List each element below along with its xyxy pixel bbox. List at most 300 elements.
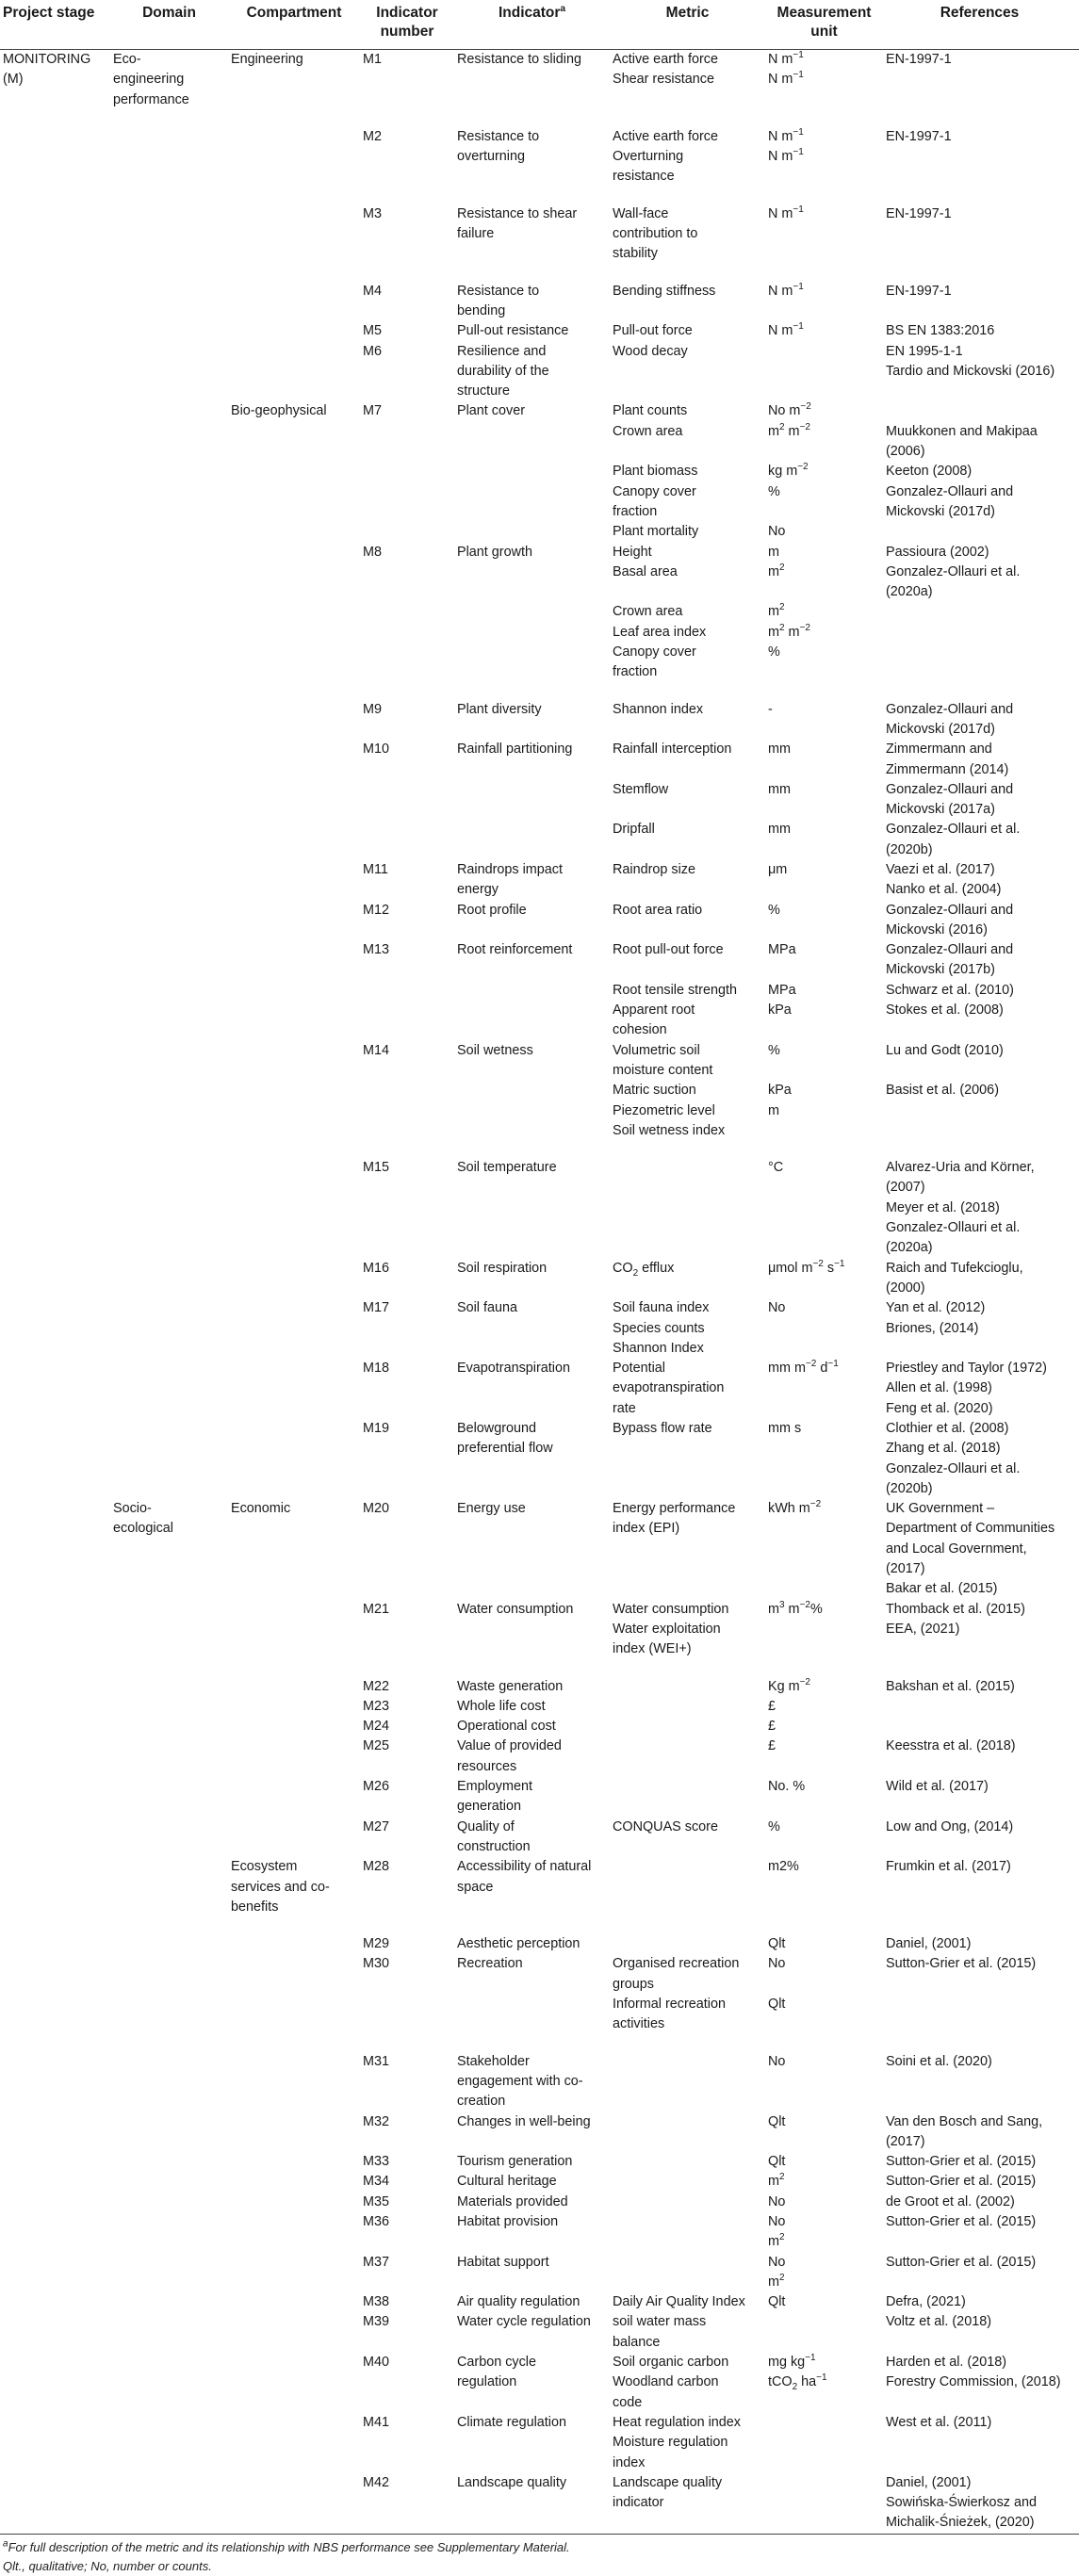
cell-line: Ecosystem	[231, 1859, 298, 1875]
cell-line: creation	[457, 2094, 506, 2110]
cell-indicator-number	[363, 2253, 457, 2293]
cell-line	[768, 1061, 880, 1081]
cell-metric	[613, 1934, 768, 1954]
cell-metric	[613, 2473, 768, 2534]
cell-domain	[113, 204, 231, 265]
cell-line: Allen et al. (1998)	[886, 1380, 992, 1396]
cell-measurement-unit	[768, 1158, 886, 1258]
cell-line: Thomback et al. (2015)	[886, 1601, 1025, 1617]
cell-line: %	[768, 902, 780, 918]
cell-line: Sutton-Grier et al. (2015)	[886, 2254, 1037, 2270]
cell-project-stage	[0, 2212, 113, 2253]
table-row	[0, 1777, 1079, 1818]
cell-indicator-number	[363, 1777, 457, 1818]
cell-line: soil water mass	[613, 2314, 707, 2330]
cell-indicator	[457, 2253, 613, 2293]
cell-project-stage	[0, 2172, 113, 2192]
cell-indicator	[457, 2193, 613, 2212]
cell-measurement-unit	[768, 1041, 886, 1141]
cell-line: Soil fauna index	[613, 1300, 710, 1316]
cell-domain	[113, 1259, 231, 1299]
table-row	[0, 282, 1079, 322]
cell-line	[768, 760, 880, 780]
cell-project-stage	[0, 2413, 113, 2473]
header-references: References	[940, 5, 1020, 21]
cell-line: Heat regulation index	[613, 2414, 742, 2430]
cell-line	[886, 522, 1073, 542]
cell-indicator-number	[363, 282, 457, 322]
cell-line: mm	[768, 781, 791, 797]
cell-references	[886, 2112, 1079, 2153]
cell-measurement-unit	[768, 2152, 886, 2172]
cell-domain	[113, 1857, 231, 1917]
cell-indicator	[457, 204, 613, 265]
cell-compartment	[231, 127, 363, 187]
cell-measurement-unit	[768, 342, 886, 402]
cell-line: $m^2$	[768, 562, 785, 579]
cell-measurement-unit	[768, 1600, 886, 1660]
cell-line: Vaezi et al. (2017)	[886, 861, 995, 877]
table-row	[0, 50, 1079, 110]
cell-line: EN-1997-1	[886, 205, 952, 221]
cell-line: resistance	[613, 169, 675, 185]
cell-metric	[613, 1359, 768, 1419]
cell-measurement-unit	[768, 1857, 886, 1917]
cell-domain	[113, 1419, 231, 1499]
cell-line: mm s	[768, 1421, 802, 1436]
table-row	[0, 1677, 1079, 1697]
cell-line: N $m^{-1}$	[768, 127, 804, 144]
table-row	[0, 1934, 1079, 1954]
cell-line: M9	[363, 701, 382, 717]
cell-compartment	[231, 1818, 363, 1858]
cell-line: Air quality regulation	[457, 2294, 580, 2310]
cell-domain	[113, 2292, 231, 2312]
cell-line: M16	[363, 1260, 389, 1276]
cell-measurement-unit	[768, 860, 886, 901]
cell-metric	[613, 1158, 768, 1258]
cell-measurement-unit	[768, 1777, 886, 1818]
cell-project-stage	[0, 1777, 113, 1818]
cell-references	[886, 50, 1079, 110]
cell-domain	[113, 2212, 231, 2253]
cell-metric	[613, 2292, 768, 2312]
cell-line: Bio-geophysical	[231, 403, 327, 419]
cell-references	[886, 2413, 1079, 2473]
cell-project-stage	[0, 2193, 113, 2212]
cell-metric	[613, 1818, 768, 1858]
cell-line: Organised recreation	[613, 1956, 740, 1972]
cell-domain	[113, 127, 231, 187]
cell-indicator-number	[363, 2312, 457, 2353]
cell-references	[886, 740, 1079, 860]
cell-references	[886, 940, 1079, 1040]
cell-line: Resilience and	[457, 343, 547, 359]
cell-metric	[613, 901, 768, 941]
cell-line: No	[768, 1300, 786, 1316]
cell-indicator	[457, 1041, 613, 1141]
cell-measurement-unit	[768, 1298, 886, 1359]
cell-project-stage	[0, 2473, 113, 2534]
cell-line: $m^3$ $m^{-2}\%$	[768, 1599, 823, 1617]
cell-project-stage	[0, 1736, 113, 1777]
cell-indicator-number	[363, 1697, 457, 1717]
cell-line: Piezometric level	[613, 1102, 715, 1118]
cell-metric	[613, 1259, 768, 1299]
row-spacer	[0, 187, 1079, 204]
table-row	[0, 1259, 1079, 1299]
cell-line: m2%	[768, 1859, 799, 1875]
cell-indicator	[457, 321, 613, 341]
cell-line: Daniel, (2001)	[886, 2474, 972, 2490]
cell-indicator	[457, 127, 613, 187]
cell-line: M36	[363, 2213, 389, 2229]
cell-project-stage	[0, 1818, 113, 1858]
cell-line: Sutton-Grier et al. (2015)	[886, 2174, 1037, 2190]
table-row	[0, 1954, 1079, 2034]
cell-measurement-unit	[768, 401, 886, 542]
cell-measurement-unit	[768, 1499, 886, 1599]
cell-references	[886, 1298, 1079, 1359]
cell-indicator-number	[363, 50, 457, 110]
cell-compartment	[231, 1158, 363, 1258]
cell-references	[886, 1954, 1079, 2034]
header-compartment: Compartment	[246, 5, 342, 21]
cell-line: (2000)	[886, 1280, 925, 1296]
footnote: $^a$For full description of the metric and its relationship with NBS performance see Supplementary Material.	[3, 2538, 570, 2554]
cell-line: overturning	[457, 149, 525, 165]
cell-references	[886, 1359, 1079, 1419]
table-row	[0, 2112, 1079, 2153]
table-row	[0, 1697, 1079, 1717]
cell-line: M7	[363, 403, 382, 419]
cell-line: Plant cover	[457, 403, 525, 419]
cell-references	[886, 2312, 1079, 2353]
cell-line: Crown area	[613, 604, 683, 620]
cell-line: °C	[768, 1160, 784, 1176]
cell-line	[613, 442, 762, 462]
cell-line: MPa	[768, 942, 796, 958]
cell-compartment	[231, 1298, 363, 1359]
cell-indicator-number	[363, 543, 457, 683]
cell-line: Defra, (2021)	[886, 2294, 966, 2310]
cell-domain	[113, 1600, 231, 1660]
cell-domain	[113, 2172, 231, 2192]
cell-line: Root pull-out force	[613, 942, 724, 958]
cell-line: failure	[457, 226, 495, 242]
cell-line: Stokes et al. (2008)	[886, 1003, 1004, 1019]
cell-line: Mickovski (2017d)	[886, 503, 995, 519]
cell-line: code	[613, 2394, 643, 2410]
cell-line: Basal area	[613, 563, 678, 579]
cell-line: mm	[768, 742, 791, 758]
row-spacer	[0, 1917, 1079, 1934]
cell-metric	[613, 940, 768, 1040]
cell-line: M27	[363, 1818, 389, 1834]
cell-project-stage	[0, 2253, 113, 2293]
cell-measurement-unit	[768, 2413, 886, 2473]
cell-line: M25	[363, 1738, 389, 1754]
cell-metric	[613, 1736, 768, 1777]
cell-line: No	[768, 2254, 786, 2270]
cell-line: Clothier et al. (2008)	[886, 1421, 1009, 1436]
cell-line: Gonzalez-Ollauri and	[886, 781, 1014, 797]
cell-indicator-number	[363, 321, 457, 341]
cell-domain	[113, 1298, 231, 1359]
cell-domain	[113, 2193, 231, 2212]
cell-line: de Groot et al. (2002)	[886, 2193, 1015, 2209]
cell-line: M41	[363, 2414, 389, 2430]
cell-line: Low and Ong, (2014)	[886, 1818, 1014, 1834]
cell-compartment	[231, 1717, 363, 1736]
cell-line: Harden et al. (2018)	[886, 2355, 1006, 2371]
cell-line: Crown area	[613, 423, 683, 439]
cell-metric	[613, 2152, 768, 2172]
cell-indicator-number	[363, 1600, 457, 1660]
cell-compartment	[231, 1857, 363, 1917]
cell-line: cohesion	[613, 1022, 667, 1038]
table-row	[0, 1600, 1079, 1660]
cell-metric	[613, 282, 768, 322]
cell-line: Resistance to sliding	[457, 52, 581, 67]
cell-line: M17	[363, 1300, 389, 1316]
cell-line: (2020a)	[886, 584, 933, 600]
cell-measurement-unit	[768, 1697, 886, 1717]
cell-line: Lu and Godt (2010)	[886, 1042, 1004, 1058]
cell-domain	[113, 2312, 231, 2353]
cell-indicator-number	[363, 1736, 457, 1777]
cell-indicator-number	[363, 1818, 457, 1858]
cell-compartment	[231, 282, 363, 322]
cell-references	[886, 2193, 1079, 2212]
table-header	[0, 0, 1079, 50]
cell-project-stage	[0, 1697, 113, 1717]
cell-compartment	[231, 1359, 363, 1419]
cell-indicator	[457, 1777, 613, 1818]
cell-domain	[113, 1041, 231, 1141]
cell-compartment	[231, 2212, 363, 2253]
cell-line: MONITORING	[3, 52, 91, 67]
table-row	[0, 2152, 1079, 2172]
cell-line: index (WEI+)	[613, 1641, 692, 1657]
cell-line: Volumetric soil	[613, 1042, 700, 1058]
cell-line: M22	[363, 1678, 389, 1694]
cell-project-stage	[0, 2292, 113, 2312]
table-row	[0, 2353, 1079, 2413]
cell-line: (2020a)	[886, 1240, 933, 1256]
cell-references	[886, 543, 1079, 683]
cell-line: BS EN 1383:2016	[886, 323, 995, 339]
cell-line	[613, 800, 762, 820]
cell-metric	[613, 1041, 768, 1141]
cell-domain	[113, 740, 231, 860]
cell-line: Overturning	[613, 149, 684, 165]
cell-line: services and co-	[231, 1879, 330, 1895]
cell-line: EN 1995-1-1	[886, 343, 963, 359]
cell-line: Matric suction	[613, 1083, 696, 1099]
cell-indicator-number	[363, 342, 457, 402]
cell-line: M3	[363, 205, 382, 221]
cell-line: Qlt	[768, 2113, 786, 2129]
cell-line: Leaf area index	[613, 624, 707, 640]
cell-line: Active earth force	[613, 128, 718, 144]
cell-compartment	[231, 1499, 363, 1599]
cell-line: Canopy cover	[613, 483, 696, 499]
cell-indicator	[457, 282, 613, 322]
cell-references	[886, 204, 1079, 265]
cell-measurement-unit	[768, 1818, 886, 1858]
cell-domain	[113, 543, 231, 683]
cell-line: M14	[363, 1042, 389, 1058]
cell-line: Potential	[613, 1361, 666, 1377]
cell-line: Shannon Index	[613, 1340, 704, 1356]
cell-compartment	[231, 740, 363, 860]
header-indicator-number: Indicator number	[376, 5, 438, 40]
cell-line: Dripfall	[613, 822, 655, 838]
cell-line: tCO$_2$ $ha^{-1}$	[768, 2372, 827, 2393]
cell-line: $m^2$	[768, 602, 785, 620]
cell-line: evapotranspiration	[613, 1380, 725, 1396]
cell-line: Basist et al. (2006)	[886, 1083, 999, 1099]
cell-project-stage	[0, 1934, 113, 1954]
cell-line: Wall-face	[613, 205, 669, 221]
cell-project-stage	[0, 2312, 113, 2353]
cell-line	[886, 401, 1073, 421]
cell-measurement-unit	[768, 2112, 886, 2153]
cell-line: M13	[363, 942, 389, 958]
cell-metric	[613, 1717, 768, 1736]
cell-domain	[113, 1934, 231, 1954]
cell-indicator-number	[363, 1041, 457, 1141]
table-row	[0, 2052, 1079, 2112]
cell-references	[886, 2292, 1079, 2312]
cell-references	[886, 1259, 1079, 1299]
cell-references	[886, 1419, 1079, 1499]
cell-line: Changes in well-being	[457, 2113, 591, 2129]
cell-measurement-unit	[768, 2193, 886, 2212]
cell-project-stage	[0, 1419, 113, 1499]
cell-line: Sutton-Grier et al. (2015)	[886, 1956, 1037, 1972]
cell-indicator-number	[363, 2193, 457, 2212]
cell-metric	[613, 2353, 768, 2413]
cell-project-stage	[0, 1600, 113, 1660]
cell-references	[886, 2172, 1079, 2192]
cell-line: space	[457, 1879, 494, 1895]
table-row	[0, 740, 1079, 860]
cell-line: Evapotranspiration	[457, 1361, 570, 1377]
table-row	[0, 2312, 1079, 2353]
cell-line: Stemflow	[613, 781, 669, 797]
cell-indicator	[457, 2473, 613, 2534]
cell-indicator	[457, 740, 613, 860]
cell-line: Energy use	[457, 1501, 526, 1517]
cell-indicator-number	[363, 127, 457, 187]
cell-domain	[113, 1158, 231, 1258]
cell-line: EN-1997-1	[886, 52, 952, 67]
cell-line: Eco-	[113, 52, 141, 67]
cell-compartment	[231, 50, 363, 110]
cell-domain	[113, 342, 231, 402]
cell-domain	[113, 1677, 231, 1697]
cell-indicator	[457, 1298, 613, 1359]
cell-references	[886, 1934, 1079, 1954]
cell-line: Soil respiration	[457, 1260, 548, 1276]
cell-line: stability	[613, 246, 658, 262]
cell-line: UK Government –	[886, 1501, 995, 1517]
cell-references	[886, 2052, 1079, 2112]
cell-line: M39	[363, 2314, 389, 2330]
cell-indicator-number	[363, 2052, 457, 2112]
cell-indicator	[457, 2112, 613, 2153]
cell-metric	[613, 2172, 768, 2192]
cell-metric	[613, 740, 768, 860]
cell-line: Shannon index	[613, 701, 704, 717]
cell-compartment	[231, 1041, 363, 1141]
cell-line: indicator	[613, 2495, 664, 2511]
cell-line: balance	[613, 2334, 661, 2350]
cell-line: Shear resistance	[613, 72, 714, 88]
cell-line: Soil temperature	[457, 1160, 557, 1176]
cell-line: regulation	[457, 2374, 517, 2390]
cell-line: ecological	[113, 1521, 173, 1537]
cell-line: Schwarz et al. (2010)	[886, 982, 1014, 998]
cell-line: Plant diversity	[457, 701, 542, 717]
cell-line: Economic	[231, 1501, 291, 1517]
cell-measurement-unit	[768, 940, 886, 1040]
cell-indicator-number	[363, 1359, 457, 1419]
cell-line: Stakeholder	[457, 2053, 530, 2069]
cell-indicator	[457, 2292, 613, 2312]
cell-line: N $m^{-1}$	[768, 204, 804, 221]
row-spacer	[0, 683, 1079, 700]
cell-measurement-unit	[768, 700, 886, 741]
cell-measurement-unit	[768, 1419, 886, 1499]
cell-line: M2	[363, 128, 382, 144]
cell-line: Resistance to	[457, 283, 540, 299]
table-row	[0, 1499, 1079, 1599]
cell-indicator	[457, 1419, 613, 1499]
cell-references	[886, 1717, 1079, 1736]
cell-indicator-number	[363, 940, 457, 1040]
cell-line: N $m^{-1}$	[768, 50, 804, 67]
cell-compartment	[231, 2152, 363, 2172]
cell-references	[886, 1818, 1079, 1858]
cell-project-stage	[0, 1359, 113, 1419]
cell-references	[886, 2152, 1079, 2172]
cell-line: Energy performance	[613, 1501, 736, 1517]
cell-line: Soil organic carbon	[613, 2355, 729, 2371]
cell-indicator-number	[363, 901, 457, 941]
cell-metric	[613, 401, 768, 542]
cell-line: M37	[363, 2254, 389, 2270]
cell-line: contribution to	[613, 226, 698, 242]
cell-line: (2006)	[886, 444, 925, 460]
cell-line: Root area ratio	[613, 902, 703, 918]
cell-line: N $m^{-1}$	[768, 70, 804, 88]
cell-metric	[613, 127, 768, 187]
cell-line: Climate regulation	[457, 2414, 566, 2430]
cell-line: Informal recreation	[613, 1997, 726, 2013]
cell-measurement-unit	[768, 2312, 886, 2353]
cell-references	[886, 1600, 1079, 1660]
cell-line: Soil wetness	[457, 1042, 533, 1058]
cell-indicator	[457, 1857, 613, 1917]
cell-metric	[613, 1777, 768, 1818]
cell-compartment	[231, 901, 363, 941]
table-row	[0, 204, 1079, 265]
cell-line: M18	[363, 1361, 389, 1377]
cell-references	[886, 1158, 1079, 1258]
